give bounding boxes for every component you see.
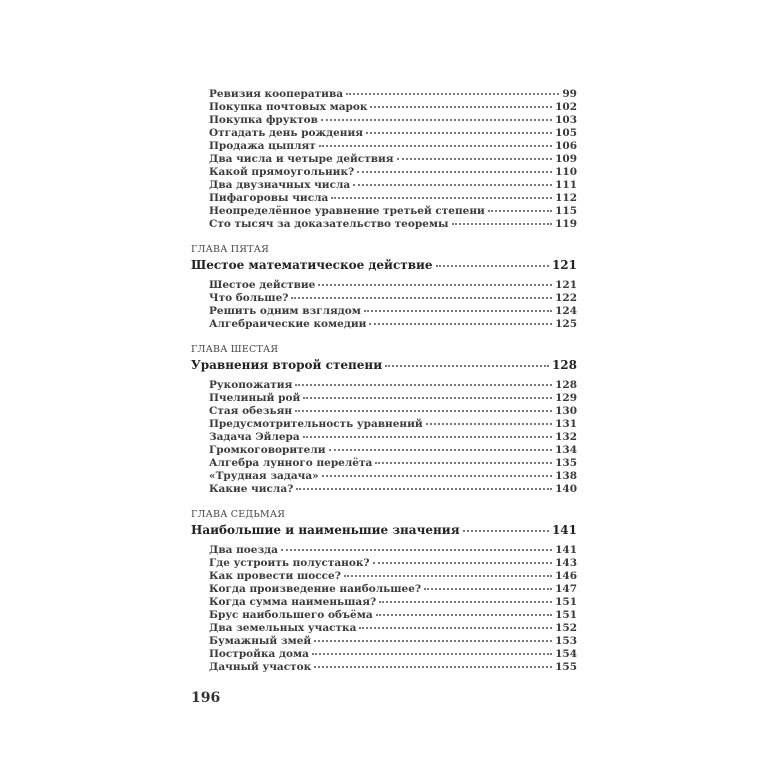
toc-entry[interactable] [191, 596, 577, 609]
chapter-list [191, 243, 577, 674]
chapter-page: 141 [551, 523, 577, 537]
toc-entry[interactable] [191, 405, 577, 418]
entry-page: 152 [555, 622, 577, 634]
entry-title: Рукопожатия [209, 379, 293, 391]
chapter-section [191, 508, 577, 674]
entry-title: Стая обезьян [209, 405, 293, 417]
page-number: 196 [191, 690, 221, 706]
toc-entry[interactable] [191, 318, 577, 331]
entry-page: 134 [555, 444, 577, 456]
dot-leader [295, 410, 552, 412]
entry-title: Что больше? [209, 292, 289, 304]
entry-page: 128 [555, 379, 577, 391]
entry-title: Покупка фруктов [209, 114, 318, 126]
entry-page: 102 [555, 101, 577, 113]
entry-title: Брус наибольшего объёма [209, 609, 373, 621]
dot-leader [312, 653, 552, 655]
entry-title: Алгебра лунного перелёта [209, 457, 373, 469]
toc-entry[interactable] [191, 379, 577, 392]
entry-page: 106 [555, 140, 577, 152]
chapter-label: ГЛАВА ПЯТАЯ [191, 244, 269, 255]
entry-title: Ревизия кооператива [209, 88, 344, 100]
toc-entry[interactable] [191, 483, 577, 496]
entry-page: 141 [555, 544, 577, 556]
entry-list [191, 88, 577, 231]
entry-title: Дачный участок [209, 661, 312, 673]
chapter-section [191, 243, 577, 331]
entry-title: Как провести шоссе? [209, 570, 341, 582]
entry-page: 151 [555, 596, 577, 608]
dot-leader [296, 488, 552, 490]
entry-page: 112 [555, 192, 577, 204]
entry-page: 105 [555, 127, 577, 139]
entry-title: Какой прямоугольник? [209, 166, 355, 178]
entry-page: 115 [555, 205, 577, 217]
entry-title: Два поезда [209, 544, 278, 556]
toc-entry[interactable] [191, 570, 577, 583]
entry-page: 155 [555, 661, 577, 673]
dot-leader [369, 323, 552, 325]
entry-page: 103 [555, 114, 577, 126]
toc-entry[interactable] [191, 292, 577, 305]
toc-entry[interactable] [191, 114, 577, 127]
dot-leader [322, 475, 552, 477]
entry-title: Алгебраические комедии [209, 318, 367, 330]
entry-page: 140 [555, 483, 577, 495]
chapter-title[interactable] [191, 357, 577, 374]
dot-leader [291, 297, 552, 299]
entry-page: 125 [555, 318, 577, 330]
entry-title: Решить одним взглядом [209, 305, 361, 317]
entry-page: 154 [555, 648, 577, 660]
entry-page: 147 [555, 583, 577, 595]
entry-page: 129 [555, 392, 577, 404]
dot-leader [376, 614, 552, 616]
chapter-page: 121 [551, 258, 577, 272]
toc-entry[interactable] [191, 153, 577, 166]
entry-title: Отгадать день рождения [209, 127, 363, 139]
toc-entry[interactable] [191, 431, 577, 444]
dot-leader [346, 93, 559, 95]
table-of-contents [191, 88, 577, 674]
chapter-title-text: Наибольшие и наименьшие значения [191, 523, 460, 537]
entry-page: 109 [555, 153, 577, 165]
entry-list [191, 379, 577, 496]
entry-page: 151 [555, 609, 577, 621]
entry-page: 119 [555, 218, 577, 230]
toc-entry[interactable] [191, 101, 577, 114]
dot-leader [463, 530, 549, 532]
dot-leader [314, 640, 552, 642]
dot-leader [359, 627, 552, 629]
dot-leader [331, 197, 552, 199]
chapter-title-text: Шестое математическое действие [191, 258, 433, 272]
dot-leader [364, 310, 552, 312]
dot-leader [379, 601, 552, 603]
entry-page: 110 [555, 166, 577, 178]
toc-entry[interactable] [191, 544, 577, 557]
dot-leader [397, 158, 553, 160]
dot-leader [452, 223, 553, 225]
entry-title: Когда произведение наибольшее? [209, 583, 422, 595]
toc-entry[interactable] [191, 661, 577, 674]
entry-title: Где устроить полустанок? [209, 557, 370, 569]
toc-entry[interactable] [191, 205, 577, 218]
entry-page: 132 [555, 431, 577, 443]
toc-entry[interactable] [191, 127, 577, 140]
dot-leader [488, 210, 552, 212]
entry-title: Пчелиный рой [209, 392, 301, 404]
toc-entry[interactable] [191, 218, 577, 231]
entry-page: 99 [562, 88, 577, 100]
chapter-title[interactable] [191, 257, 577, 274]
toc-entry[interactable] [191, 609, 577, 622]
chapter-label: ГЛАВА ШЕСТАЯ [191, 344, 279, 355]
chapter-title[interactable] [191, 522, 577, 539]
dot-leader [426, 423, 552, 425]
entry-page: 130 [555, 405, 577, 417]
chapter-title-text: Уравнения второй степени [191, 358, 383, 372]
entry-title: Неопределённое уравнение третьей степени [209, 205, 485, 217]
toc-entry[interactable] [191, 418, 577, 431]
dot-leader [357, 171, 552, 173]
dot-leader [321, 119, 552, 121]
entry-title: Громкоговорители [209, 444, 326, 456]
dot-leader [329, 449, 553, 451]
dot-leader [314, 666, 552, 668]
entry-title: Два числа и четыре действия [209, 153, 394, 165]
toc-entry[interactable] [191, 192, 577, 205]
toc-entry[interactable] [191, 140, 577, 153]
entry-page: 146 [555, 570, 577, 582]
entry-title: Задача Эйлера [209, 431, 300, 443]
toc-entry[interactable] [191, 166, 577, 179]
toc-entry[interactable] [191, 88, 577, 101]
dot-leader [318, 284, 552, 286]
dot-leader [353, 184, 552, 186]
toc-entry[interactable] [191, 635, 577, 648]
dot-leader [373, 562, 553, 564]
entry-title: Два двузначных числа [209, 179, 351, 191]
dot-leader [295, 384, 552, 386]
toc-entry[interactable] [191, 648, 577, 661]
dot-leader [344, 575, 552, 577]
dot-leader [375, 462, 552, 464]
dot-leader [281, 549, 552, 551]
entry-title: Пифагоровы числа [209, 192, 329, 204]
entry-page: 138 [555, 470, 577, 482]
entry-list [191, 279, 577, 331]
dot-leader [370, 106, 552, 108]
dot-leader [366, 132, 552, 134]
dot-leader [385, 365, 549, 367]
entry-page: 121 [555, 279, 577, 291]
toc-entry[interactable] [191, 392, 577, 405]
dot-leader [303, 397, 552, 399]
entry-page: 143 [555, 557, 577, 569]
entry-title: Продажа цыплят [209, 140, 316, 152]
toc-entry[interactable] [191, 622, 577, 635]
toc-entry[interactable] [191, 444, 577, 457]
toc-entry[interactable] [191, 305, 577, 318]
entry-title: Сто тысяч за доказательство теоремы [209, 218, 449, 230]
entry-page: 111 [555, 179, 577, 191]
dot-leader [319, 145, 552, 147]
entry-page: 135 [555, 457, 577, 469]
toc-entry[interactable] [191, 583, 577, 596]
entry-title: Предусмотрительность уравнений [209, 418, 423, 430]
dot-leader [303, 436, 552, 438]
toc-entry[interactable] [191, 470, 577, 483]
toc-entry[interactable] [191, 457, 577, 470]
toc-entry[interactable] [191, 279, 577, 292]
toc-entry[interactable] [191, 179, 577, 192]
entry-page: 131 [555, 418, 577, 430]
entry-page: 122 [555, 292, 577, 304]
entry-title: Два земельных участка [209, 622, 357, 634]
entry-title: Постройка дома [209, 648, 309, 660]
entry-title: Бумажный змей [209, 635, 312, 647]
entry-title: Шестое действие [209, 279, 316, 291]
entry-title: Какие числа? [209, 483, 294, 495]
dot-leader [436, 265, 549, 267]
dot-leader [424, 588, 552, 590]
chapter-label: ГЛАВА СЕДЬМАЯ [191, 509, 286, 520]
chapter-page: 128 [551, 358, 577, 372]
toc-entry[interactable] [191, 557, 577, 570]
entry-list [191, 544, 577, 674]
entry-title: «Трудная задача» [209, 470, 319, 482]
entry-page: 153 [555, 635, 577, 647]
entry-page: 124 [555, 305, 577, 317]
entry-title: Покупка почтовых марок [209, 101, 368, 113]
entry-title: Когда сумма наименьшая? [209, 596, 377, 608]
chapter-section [191, 343, 577, 496]
